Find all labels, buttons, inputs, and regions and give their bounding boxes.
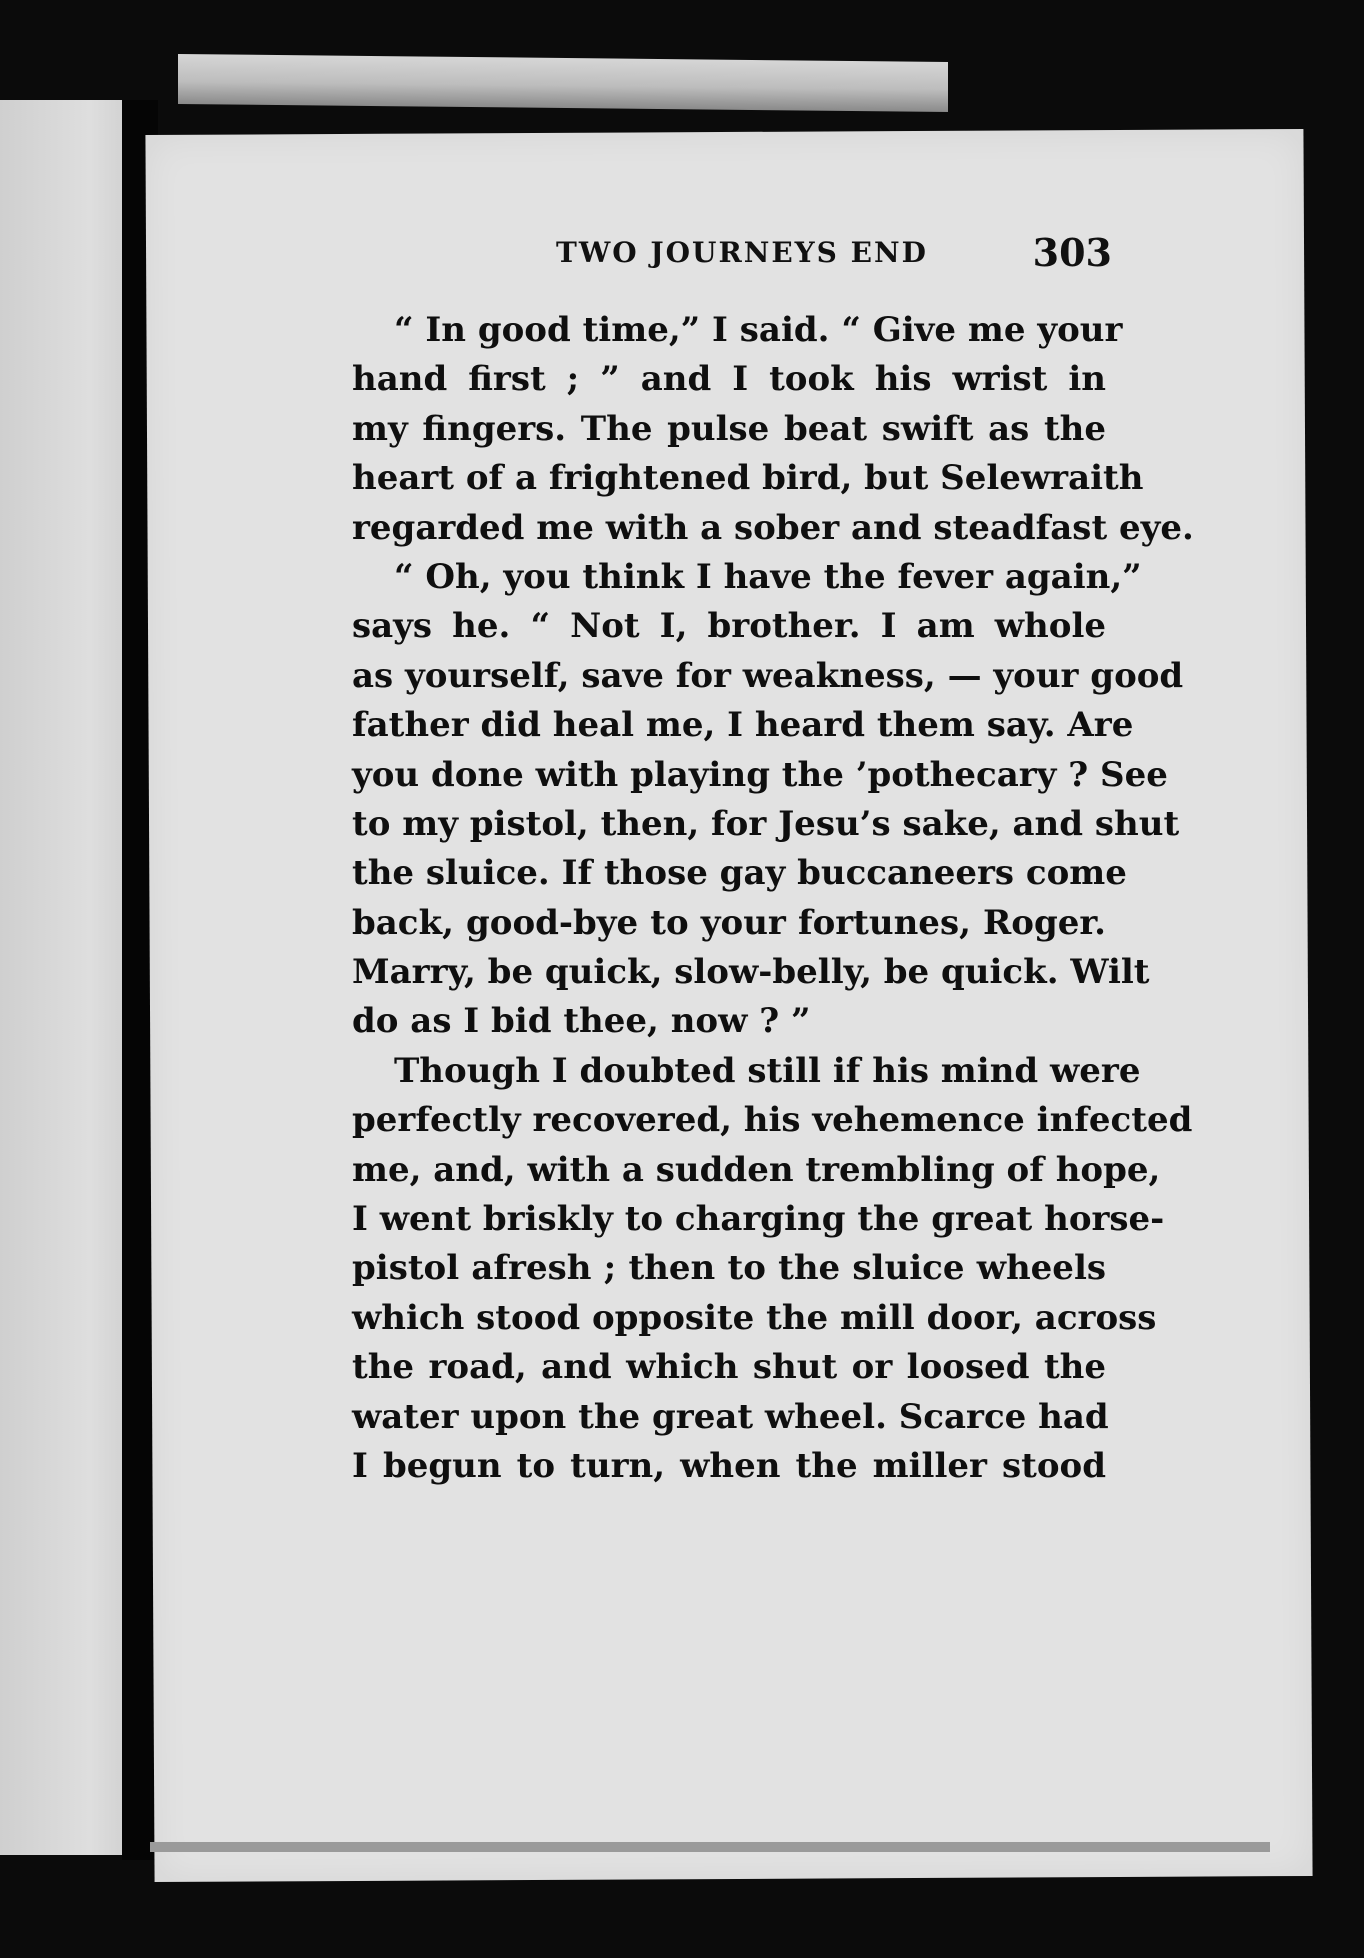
text-line: pistol afresh ; then to the sluice wheels bbox=[352, 1248, 1106, 1289]
text-line: the sluice. If those gay buccaneers come bbox=[352, 853, 1127, 894]
text-line: me, and, with a sudden trembling of hope, bbox=[352, 1149, 1161, 1190]
text-line: the road, and which shut or loosed the bbox=[352, 1347, 1106, 1388]
text-line: I went briskly to charging the great horse- bbox=[352, 1199, 1165, 1240]
running-head: TWO JOURNEYS END bbox=[556, 236, 928, 269]
page-number: 303 bbox=[1032, 230, 1112, 275]
page-header bbox=[552, 230, 1112, 282]
text-line: I begun to turn, when the miller stood bbox=[352, 1445, 1106, 1486]
page-top-strip bbox=[178, 54, 948, 112]
text-line: as yourself, save for weakness, — your good bbox=[352, 655, 1184, 696]
text-line: water upon the great wheel. Scarce had bbox=[352, 1396, 1109, 1437]
text-line: hand first ; ” and I took his wrist in bbox=[352, 359, 1106, 400]
text-line: regarded me with a sober and steadfast eye. bbox=[352, 507, 1194, 548]
paragraph-2 bbox=[352, 553, 1184, 1047]
text-line: you done with playing the ’pothecary ? See bbox=[352, 754, 1168, 795]
text-line: my fingers. The pulse beat swift as the bbox=[352, 408, 1106, 449]
text-line: to my pistol, then, for Jesu’s sake, and shut bbox=[352, 803, 1180, 844]
text-line: “ In good time,” I said. “ Give me your bbox=[394, 310, 1123, 350]
text-line: do as I bid thee, now ? ” bbox=[352, 1001, 811, 1042]
page-bottom-edge bbox=[150, 1842, 1270, 1852]
text-line: heart of a frightened bird, but Selewraith bbox=[352, 458, 1144, 499]
text-line: Marry, be quick, slow-belly, be quick. Wilt bbox=[352, 952, 1150, 993]
text-line: “ Oh, you think I have the fever again,” bbox=[394, 556, 1142, 597]
text-line: which stood opposite the mill door, across bbox=[352, 1297, 1157, 1338]
text-line: says he. “ Not I, brother. I am whole bbox=[352, 606, 1106, 647]
paragraph-3 bbox=[352, 1047, 1193, 1492]
text-line: father did heal me, I heard them say. Are bbox=[352, 705, 1134, 746]
text-line: Though I doubted still if his mind were bbox=[394, 1050, 1141, 1091]
text-line: perfectly recovered, his vehemence infected bbox=[352, 1100, 1193, 1141]
text-line: back, good-bye to your fortunes, Roger. bbox=[352, 902, 1106, 943]
paragraph-1 bbox=[352, 306, 1194, 553]
body-text bbox=[352, 306, 1194, 1491]
